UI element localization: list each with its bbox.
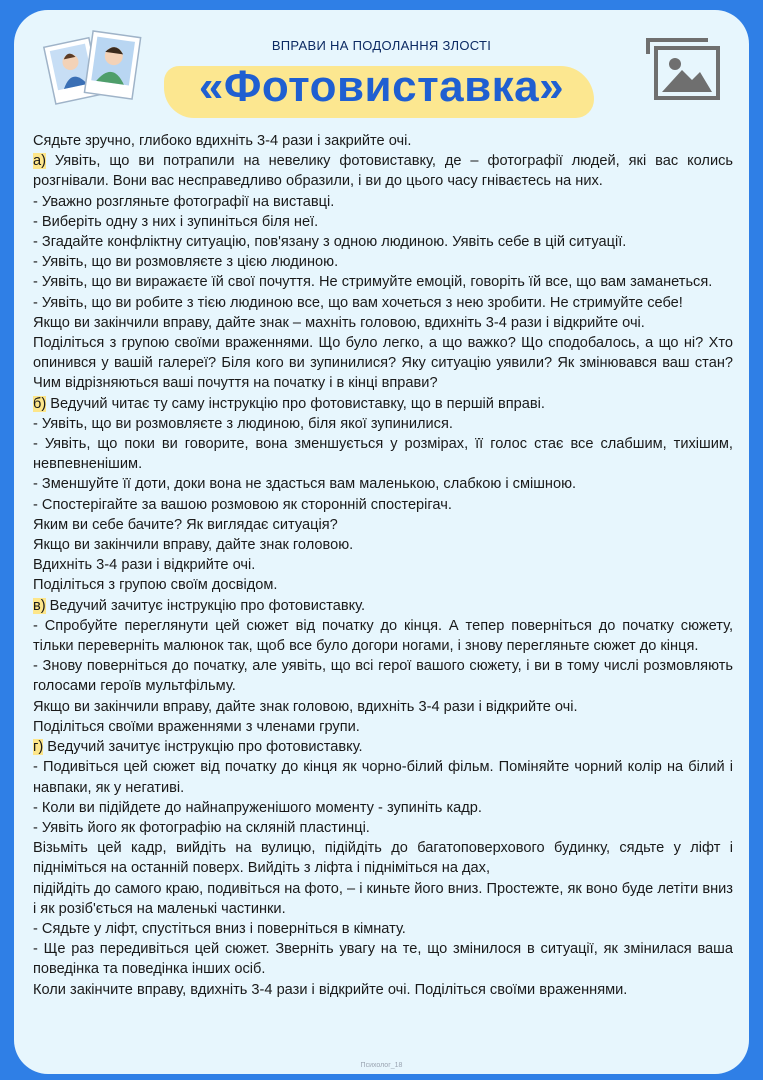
paragraph [33,838,733,878]
worksheet-card [14,10,749,1074]
paragraph-text: Якщо ви закінчили вправу, дайте знак головою, вдихніть 3-4 рази і відкрийте очі. [33,698,578,715]
paragraph [33,616,733,656]
paragraph [33,333,733,394]
section-marker: б) [33,395,47,412]
paragraph [33,151,733,191]
paragraph [33,212,733,232]
paragraph [33,272,733,292]
paragraph [33,717,733,737]
paragraph [33,757,733,797]
paragraph-text: - Знову поверніться до початку, але уявіть, що всі герої вашого сюжету, і ви в тому числі розмовляють голосами героїв мультфільму. [33,658,733,695]
paragraph [33,939,733,979]
paragraph-text: - Коли ви підійдете до найнапруженішого моменту - зупиніть кадр. [33,799,482,816]
paragraph [33,535,733,555]
header [14,10,749,128]
page-title: «Фотовиставка» [198,62,565,111]
instruction-text [33,131,733,1000]
paragraph-text: Візьміть цей кадр, вийдіть на вулицю, підійдіть до багатоповерхового будинку, сядьте у ліфт і підніміться на останній поверх. Вийдіть з ліфта і підніміться на дах, [33,840,733,877]
paragraph-text: - Уважно розгляньте фотографії на виставці. [33,193,335,210]
paragraph [33,192,733,212]
paragraph-text: Яким ви себе бачите? Як виглядає ситуація? [33,516,338,533]
footer-credit: Психолог_18 [360,1062,403,1069]
section-kicker: ВПРАВИ НА ПОДОЛАННЯ ЗЛОСТІ [271,38,492,53]
paragraph [33,131,733,151]
section-marker: в) [33,597,46,614]
paragraph-text: Якщо ви закінчили вправу, дайте знак – махніть головою, вдихніть 3-4 рази і відкрийте очі. [33,314,645,331]
paragraph [33,495,733,515]
paragraph-text: - Зменшуйте її доти, доки вона не здасться вам маленькою, слабкою і смішною. [33,476,577,493]
paragraph-text: - Уявіть його як фотографію на скляній пластинці. [33,819,370,836]
paragraph-text: Поділіться з групою своїми враженнями. Що було легко, а що важко? Що сподобалось, а що ні? Хто опинився у вашій галереї? Біля кого ви зупинилися? Яку ситуацію уявили? Як змінювався ваш стан? Чим відрізняються ваші почуття на початку і в кінці вправи? [33,335,733,392]
paragraph-text: - Подивіться цей сюжет від початку до кінця як чорно-білий фільм. Поміняйте чорний колір на білий і навпаки, як у негативі. [33,759,733,796]
paragraph-text: - Згадайте конфліктну ситуацію, пов'язану з одною людиною. Уявіть себе в цій ситуації. [33,234,627,251]
paragraph [33,798,733,818]
paragraph [33,697,733,717]
paragraph-text: - Уявіть, що ви розмовляєте з людиною, біля якої зупинилися. [33,415,453,432]
paragraph-text: Поділіться своїми враженнями з членами групи. [33,718,360,735]
paragraph [33,575,733,595]
paragraph-text: Ведучий читає ту саму інструкцію про фотовиставку, що в першій вправі. [46,395,545,412]
paragraph-text: - Сядьте у ліфт, спустіться вниз і поверніться в кімнату. [33,920,406,937]
paragraph [33,555,733,575]
paragraph [33,656,733,696]
paragraph-text: - Уявіть, що ви робите з тією людиною все, що вам хочеться з нею зробити. Не стримуйте себе! [33,294,683,311]
gallery-icon [644,36,722,102]
paragraph [33,232,733,252]
paragraph [33,737,733,757]
paragraph [33,515,733,535]
section-marker: а) [33,153,46,170]
section-marker: г) [33,739,44,756]
paragraph-text: Сядьте зручно, глибоко вдихніть 3-4 рази і закрийте очі. [33,133,412,149]
paragraph-text: Уявіть, що ви потрапили на невелику фотовиставку, де – фотографії людей, які вас колись розгнівали. Вони вас несправедливо образили, і ви до цього часу гніваєтесь на них. [33,153,733,190]
paragraph [33,252,733,272]
paragraph [33,293,733,313]
paragraph-text: Ведучий зачитує інструкцію про фотовиставку. [43,739,363,756]
paragraph-text: - Спостерігайте за вашою розмовою як сторонній спостерігач. [33,496,452,513]
paragraph-text: - Виберіть одну з них і зупиніться біля неї. [33,213,319,230]
paragraph [33,313,733,333]
paragraph-text: - Спробуйте переглянути цей сюжет від початку до кінця. А тепер поверніться до початку сюжету, тільки переверніть малюнок так, щоб все було догори ногами, і знову перегляньте сюжет до кінця. [33,617,733,655]
paragraph [33,474,733,494]
paragraph-text: Ведучий зачитує інструкцію про фотовиставку. [45,597,366,614]
paragraph [33,394,733,414]
paragraph [33,919,733,939]
paragraph [33,818,733,838]
paragraph-text: - Ще раз передивіться цей сюжет. Зверніть увагу на те, що змінилося в ситуації, як змінилася ваша поведінка та поведінка інших осіб. [33,941,733,978]
paragraph [33,879,733,919]
paragraph [33,596,733,616]
paragraph [33,434,733,474]
paragraph-text: Якщо ви закінчили вправу, дайте знак головою. [33,537,354,554]
paragraph-text: Коли закінчите вправу, вдихніть 3-4 рази і відкрийте очі. Поділіться своїми враженнями. [33,981,628,998]
paragraph-text: - Уявіть, що поки ви говорите, вона зменшується у розмірах, її голос стає все слабшим, тихішим, невпевненішим. [33,436,733,473]
paragraph [33,980,733,1000]
paragraph-text: підійдіть до самого краю, подивіться на фото, – і киньте його вниз. Простежте, як воно буде летіти вниз і як розіб'ється на маленькі частинки. [33,880,733,917]
paragraph-text: - Уявіть, що ви розмовляєте з цією людиною. [33,254,339,271]
paragraph-text: Вдихніть 3-4 рази і відкрийте очі. [33,557,256,574]
paragraph-text: Поділіться з групою своїм досвідом. [33,577,278,594]
paragraph [33,414,733,434]
paragraph-text: - Уявіть, що ви виражаєте їй свої почуття. Не стримуйте емоцій, говоріть їй все, що вам заманеться. [33,274,713,291]
